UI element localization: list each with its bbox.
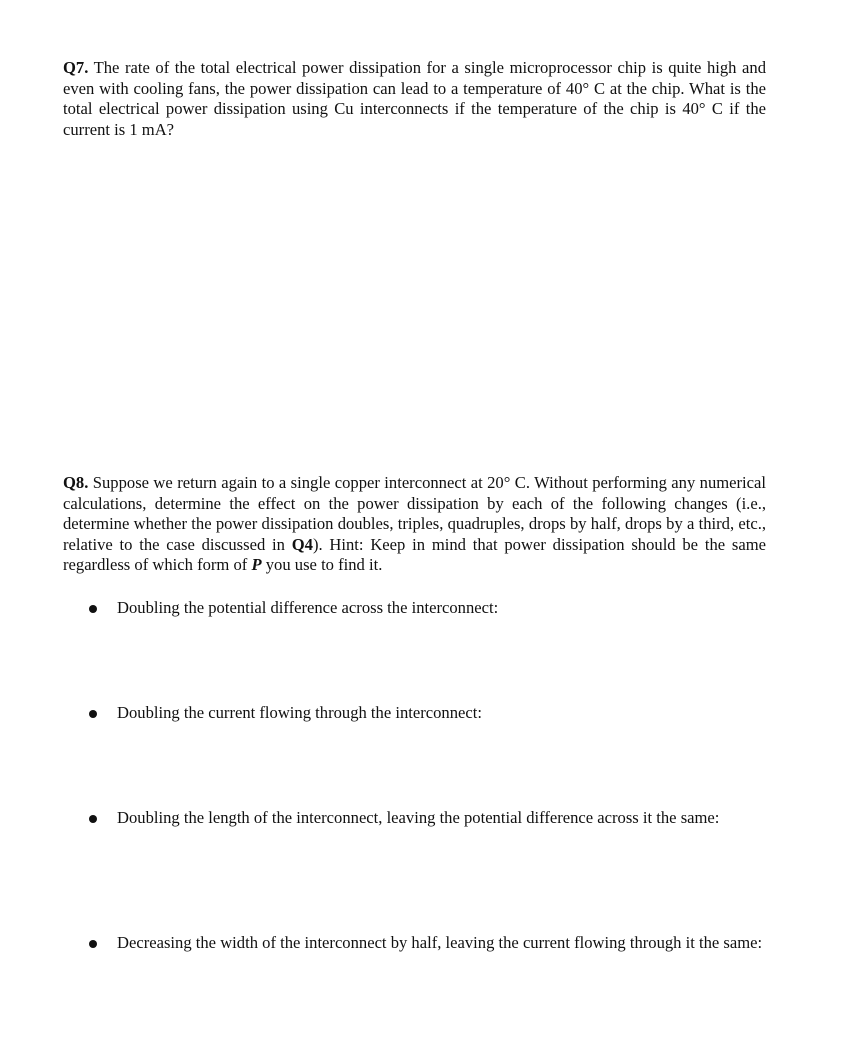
question-7 [63, 58, 766, 140]
question-7-number: Q7. [63, 58, 89, 77]
question-8-text-part2: ). Hint: Keep in mind that power dissipation should be the same regardless of which form of [63, 534, 766, 575]
question-8 [63, 473, 766, 576]
bullet-item-potential-difference: Doubling the potential difference across the interconnect: [117, 598, 499, 617]
bullet-icon [89, 815, 97, 823]
bullet-item-length: Doubling the length of the interconnect, leaving the potential difference across it the same: [117, 808, 720, 827]
bullet-icon [89, 710, 97, 718]
bullet-item-current: Doubling the current flowing through the interconnect: [117, 703, 482, 722]
bullet-icon [89, 940, 97, 948]
question-8-text-part1: Suppose we return again to a single copper interconnect at 20° C. Without performing any numerical calculations, determine the effect on the power dissipation by each of the following changes (i.e., determine whether the power dissipation doubles, triples, quadruples, drops by half, drops by a third, etc., relative to the case discussed in [63, 473, 766, 554]
question-7-text: The rate of the total electrical power dissipation for a single microprocessor chip is quite high and even with cooling fans, the power dissipation can lead to a temperature of 40° C at the chip. What is the total electrical power dissipation using Cu interconnects if the temperature of the chip is 40° C if the current is 1 mA? [63, 58, 766, 139]
question-8-text-part3: you use to find it. [261, 555, 383, 575]
bullet-icon [89, 605, 97, 613]
question-8-number: Q8. [63, 473, 89, 492]
power-symbol: P [251, 555, 262, 575]
bullet-item-width: Decreasing the width of the interconnect by half, leaving the current flowing through it the same: [117, 933, 763, 952]
question-8-reference: Q4 [291, 534, 313, 554]
